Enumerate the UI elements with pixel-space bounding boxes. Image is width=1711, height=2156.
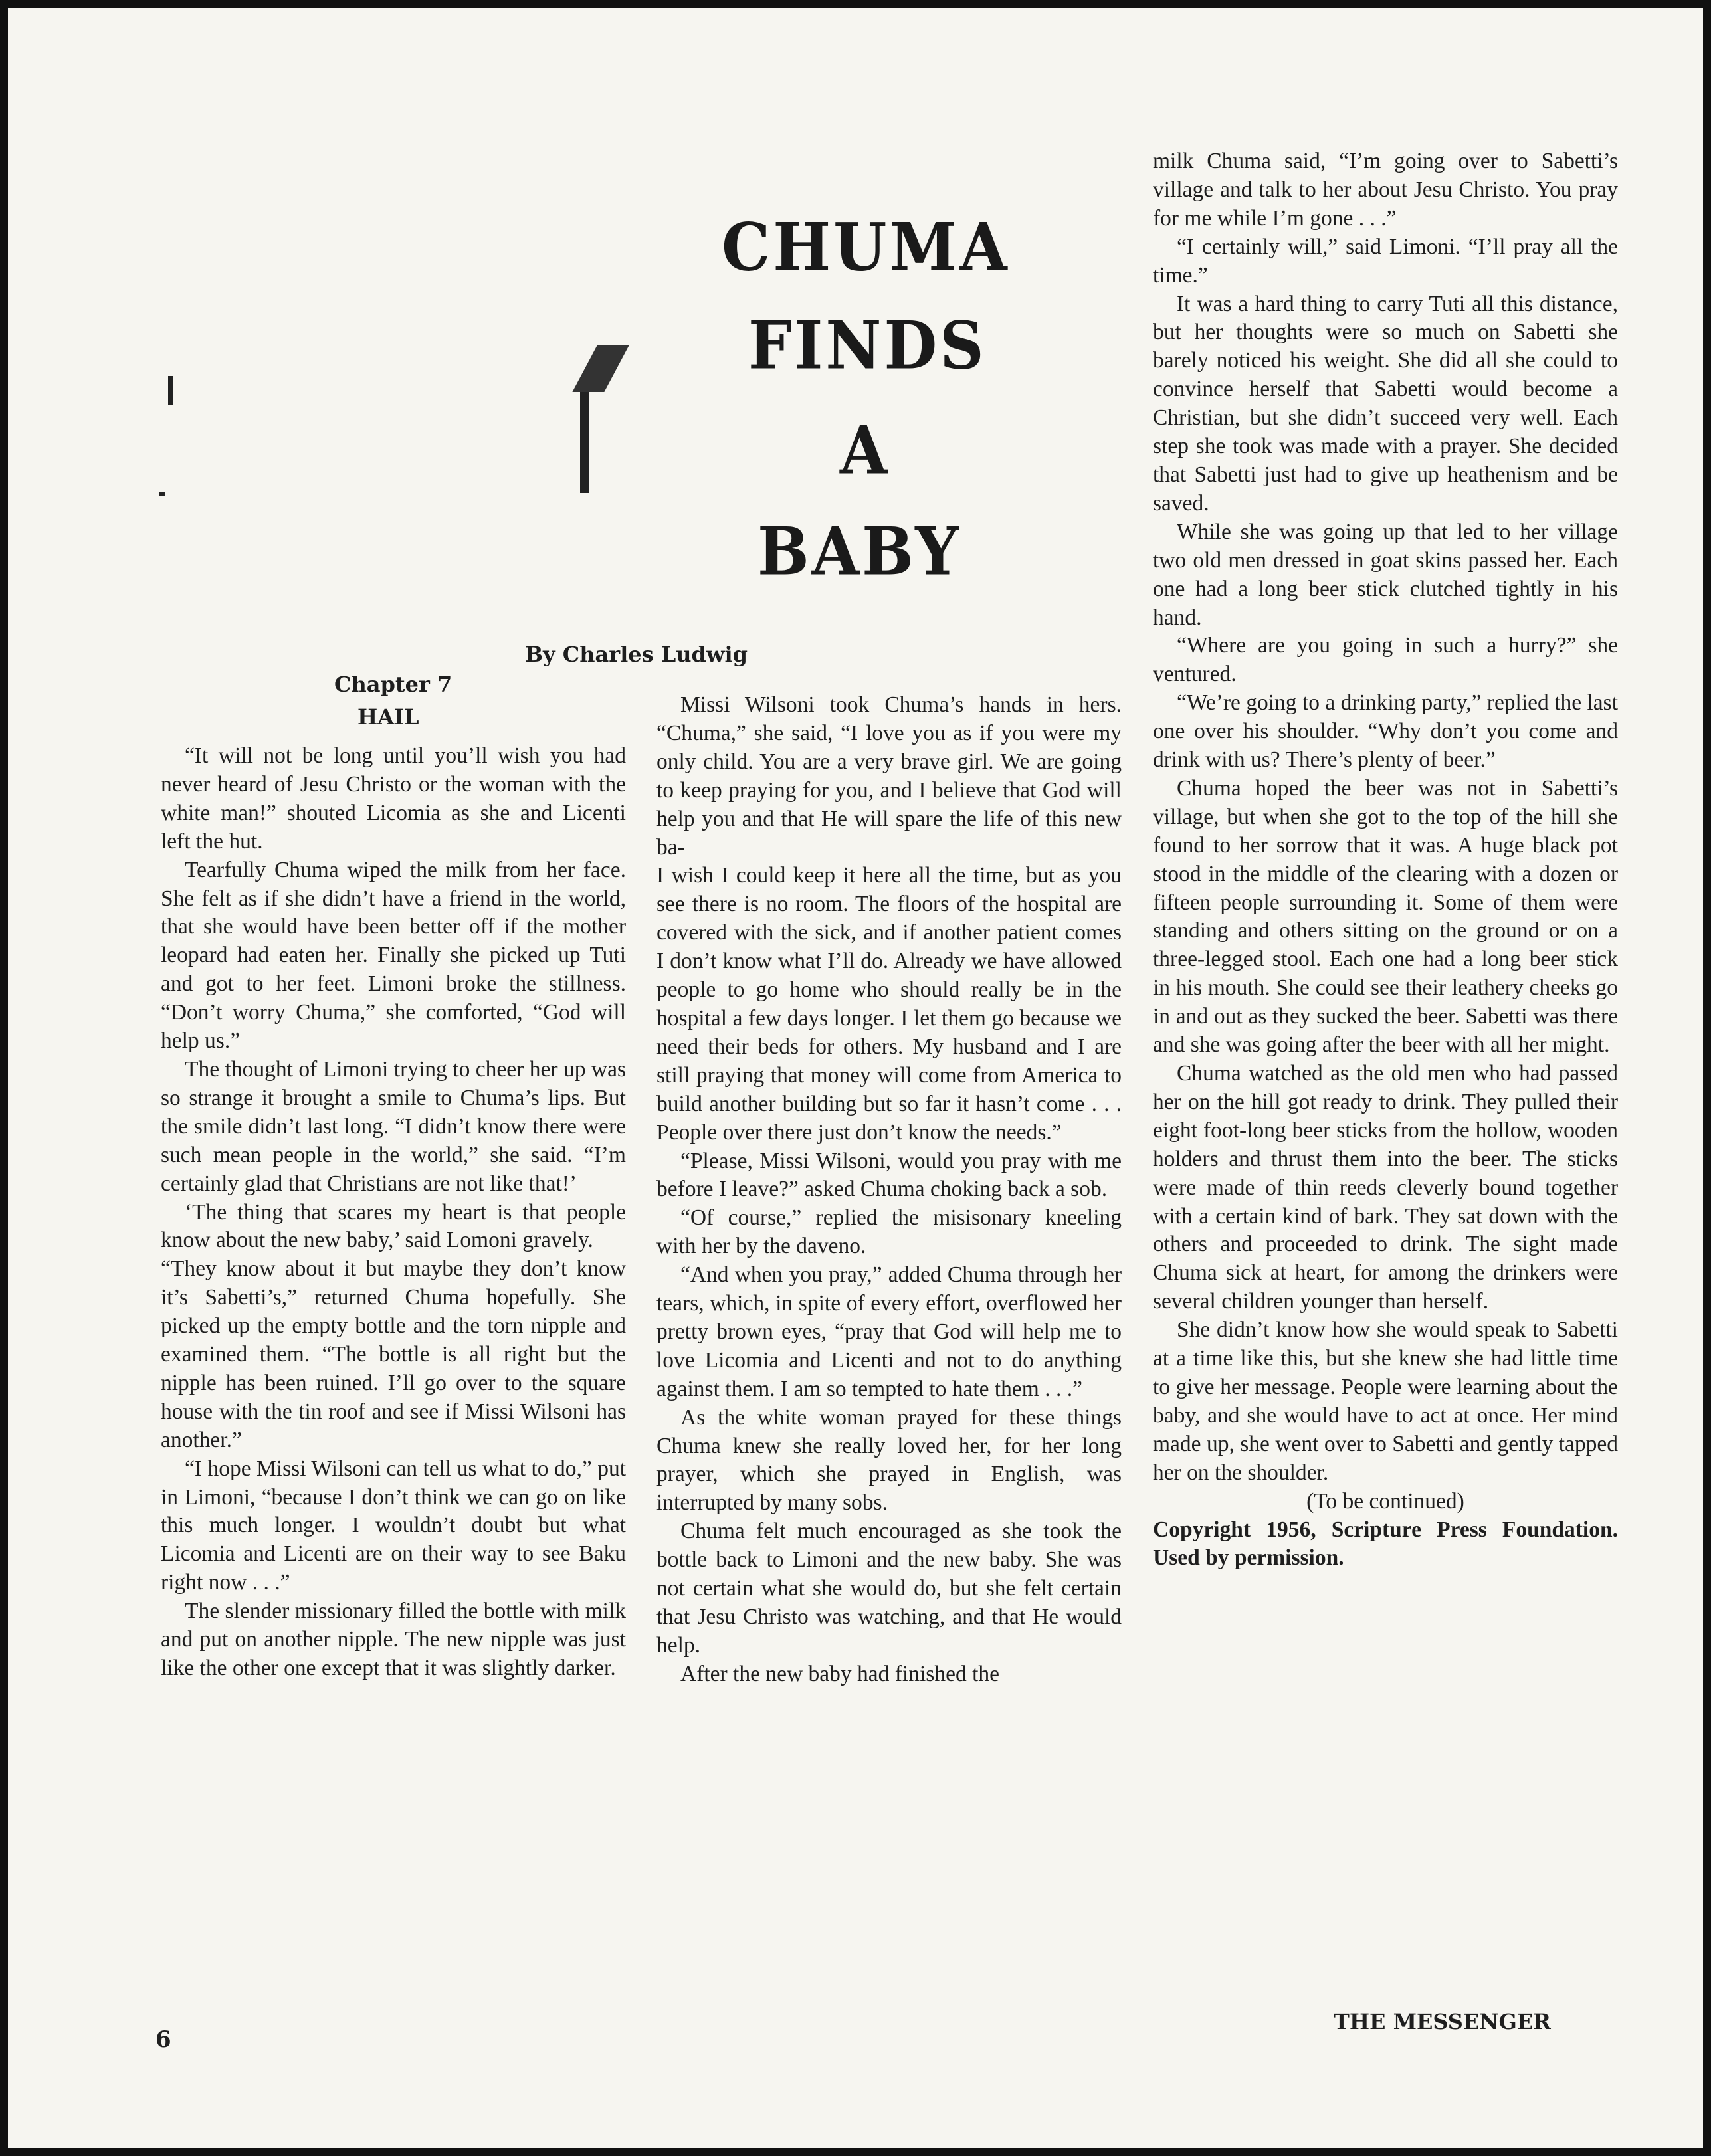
paragraph: “We’re going to a drinking party,” replied the last one over his shoulder. “Why don’t you come and drink with us? There’s plenty of beer.” (1153, 690, 1618, 773)
column-1 (161, 742, 626, 1683)
paragraph: “Please, Missi Wilsoni, would you pray with me before I leave?” asked Chuma choking back a sob. (656, 1148, 1122, 1202)
byline: By Charles Ludwig (525, 642, 748, 667)
title-line-2: FINDS (748, 306, 987, 385)
paragraph: “Where are you going in such a hurry?” she ventured. (1153, 633, 1618, 687)
paragraph: It was a hard thing to carry Tuti all this distance, but her thoughts were so much on Sabetti she barely noticed his weight. She did all she could to convince herself that Sabetti would become a Christian, but she didn’t succeed very well. Each step she took was made with a prayer. She decided that Sabetti just had to give up heathenism and be saved. (1153, 291, 1618, 516)
paragraph: “And when you pray,” added Chuma through her tears, which, in spite of every effort, overflowed her pretty brown eyes, “pray that God will help me to love Licomia and Licenti and not to do anything against them. I am so tempted to hate them . . .” (656, 1262, 1122, 1401)
column-2 (656, 691, 1122, 1689)
paragraph: The thought of Limoni trying to cheer her up was so strange it brought a smile to Chuma’s lips. But the smile didn’t last long. “I didn’t know there were such mean people in the world,” she said. “I’m certainly glad that Christians are not like that!’ (161, 1056, 626, 1196)
chapter-name: HAIL (357, 704, 419, 730)
paragraph: I wish I could keep it here all the time, but as you see there is no room. The floors of the hospital are covered with the sick, and if another patient comes I don’t know what I’ll do. Already we have allowed people to go home who should really be in the hospital a few days longer. I let them go because we need their beds for others. My husband and I are still praying that money will come from America to build another building but so far it hasn’t come . . . People over there just don’t know the needs.” (656, 863, 1122, 1145)
copyright-notice: Copyright 1956, Scripture Press Foundation. Used by permission. (1153, 1517, 1618, 1571)
paragraph: Tearfully Chuma wiped the milk from her face. She felt as if she didn’t have a friend in the world, that she would have been better off if the mother leopard had eaten her. Finally she picked up Tuti and got to her feet. Limoni broke the stillness. “Don’t worry Chuma,” she comforted, “God will help us.” (161, 857, 626, 1054)
paragraph: After the new baby had finished the (680, 1661, 1000, 1686)
paragraph: Chuma hoped the beer was not in Sabetti’s village, but when she got to the top of the hill she found to her sorrow that it was. A huge black pot stood in the middle of the clearing with a dozen or fifteen people surrounding it. Some of them were standing and others sitting on the ground or on a three-legged stool. Each one had a long beer stick in his mouth. She could see their leathery cheeks go in and out as they sucked the beer. Sabetti was there and she was going after the beer with all her might. (1153, 775, 1618, 1058)
scan-mark (168, 376, 173, 405)
scan-mark (159, 492, 165, 496)
paragraph: “It will not be long until you’ll wish you had never heard of Jesu Christo or the woman with the white man!” shouted Licomia as she and Licenti left the hut. (161, 743, 626, 854)
chapter-label: Chapter 7 (334, 672, 453, 697)
column-3 (1153, 147, 1618, 1573)
magazine-title: THE MESSENGER (1334, 2009, 1551, 2034)
paragraph: She didn’t know how she would speak to Sabetti at a time like this, but she knew she had little time to give her message. People were learning about the baby, and she would have to act at once. Her mind made up, she went over to Sabetti and gently tapped her on the shoulder. (1153, 1318, 1618, 1485)
paragraph: “I certainly will,” said Limoni. “I’ll pray all the time.” (1153, 234, 1618, 288)
illustration-fragment (580, 392, 589, 493)
paragraph: milk Chuma said, “I’m going over to Sabetti’s village and talk to her about Jesu Christo. You pray for me while I’m gone . . .” (1153, 149, 1618, 231)
paragraph: The slender missionary filled the bottle with milk and put on another nipple. The new nipple was just like the other one except that it was slightly darker. (161, 1599, 626, 1680)
paragraph: Chuma watched as the old men who had passed her on the hill got ready to drink. They pulled their eight foot-long beer sticks from the hollow, wooden holders and thrust them into the beer. The sticks were made of thin reeds cleverly bound together with a certain kind of bark. They sat down with the others and proceeded to drink. The sight made Chuma sick at heart, for among the drinkers were several children younger than herself. (1153, 1061, 1618, 1314)
paragraph: As the white woman prayed for these things Chuma knew she really loved her, for her long prayer, which she prayed in English, was interrupted by many sobs. (656, 1405, 1122, 1516)
title-line-3: A (840, 411, 890, 490)
paragraph: “I hope Missi Wilsoni can tell us what to do,” put in Limoni, “because I don’t think we can go on like this much longer. I wouldn’t doubt but what Licomia and Licenti are on their way to see Baku right now . . .” (161, 1456, 626, 1595)
paragraph: While she was going up that led to her village two old men dressed in goat skins passed her. Each one had a long beer stick clutched tightly in his hand. (1153, 519, 1618, 630)
paragraph: Chuma felt much encouraged as she took the bottle back to Limoni and the new baby. She was not certain what she would do, but she felt certain that Jesu Christo was watching, and that He would help. (656, 1519, 1122, 1658)
title-line-4: BABY (757, 512, 961, 591)
paragraph: ‘The thing that scares my heart is that people know about the new baby,’ said Lomoni gravely. (161, 1199, 626, 1253)
page-number: 6 (155, 2026, 171, 2053)
paragraph: “Of course,” replied the misisonary kneeling with her by the daveno. (656, 1205, 1122, 1259)
title-line-1: CHUMA (722, 208, 1010, 286)
paragraph: “They know about it but maybe they don’t know it’s Sabetti’s,” returned Chuma hopefully. She picked up the empty bottle and the torn nipple and examined them. “The bottle is all right but the nipple has been ruined. I’ll go over to the square house with the tin roof and see if Missi Wilsoni has another.” (161, 1256, 626, 1452)
paragraph: Missi Wilsoni took Chuma’s hands in hers. “Chuma,” she said, “I love you as if you were my only child. You are a very brave girl. We are going to keep praying for you, and I believe that God will help you and that He will spare the life of this new ba- (656, 692, 1122, 860)
to-be-continued: (To be continued) (1306, 1488, 1464, 1514)
